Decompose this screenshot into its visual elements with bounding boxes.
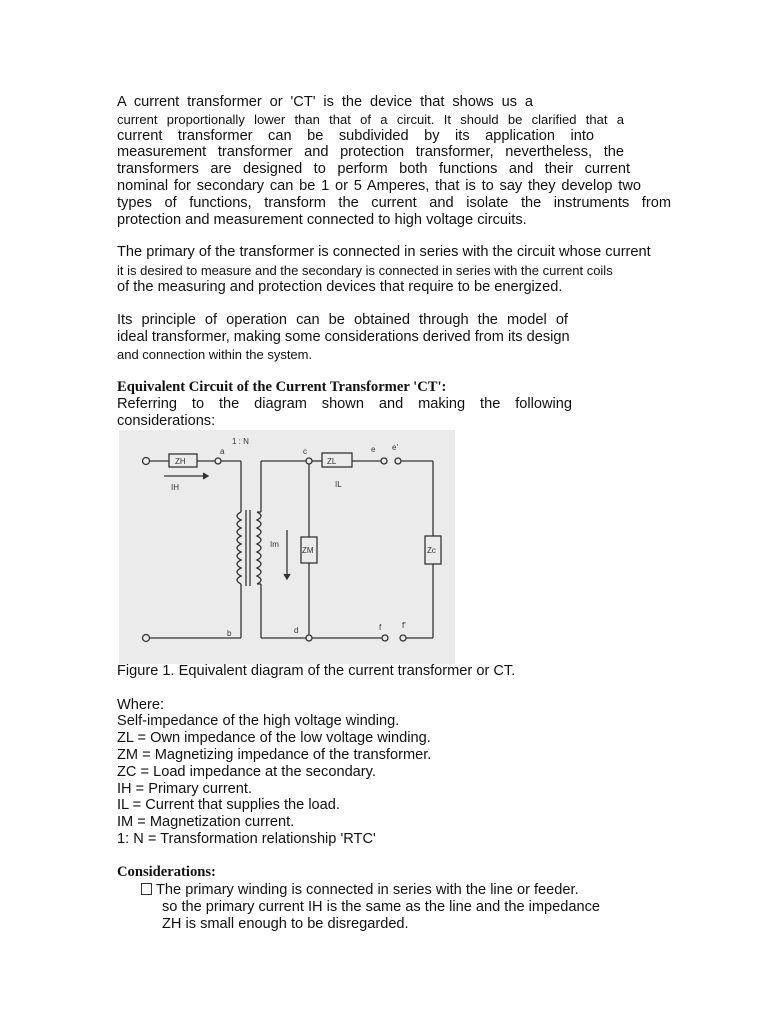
node-b-label: b: [227, 629, 232, 638]
intro-line: current proportionally lower than that of a circuit. It should be clarified that a: [117, 112, 624, 127]
section-heading: Equivalent Circuit of the Current Transformer 'CT':: [117, 379, 447, 395]
ratio-label: 1 : N: [232, 437, 249, 446]
intro-line: protection and measurement connected to high voltage circuits.: [117, 212, 527, 228]
intro-line: A current transformer or 'CT' is the device that shows us a: [117, 94, 533, 110]
where-item: ZC = Load impedance at the secondary.: [117, 764, 376, 780]
equivalent-line: Referring to the diagram shown and making the following: [117, 396, 572, 412]
intro-line: types of functions, transform the current and isolate the instruments from: [117, 195, 671, 211]
intro-line: transformers are designed to perform both functions and their current: [117, 161, 630, 177]
zc-label: Zc: [427, 546, 436, 555]
im-label: Im: [270, 540, 279, 549]
primary-line: it is desired to measure and the secondary is connected in series with the current coils: [117, 263, 613, 278]
ih-label: IH: [171, 483, 179, 492]
node-f-label: f: [379, 623, 382, 632]
intro-line: measurement transformer and protection transformer, nevertheless, the: [117, 144, 624, 160]
where-item: ZM = Magnetizing impedance of the transformer.: [117, 747, 432, 763]
zh-label: ZH: [175, 457, 186, 466]
principle-line: Its principle of operation can be obtained through the model of: [117, 312, 568, 328]
where-title: Where:: [117, 697, 165, 713]
where-item: IL = Current that supplies the load.: [117, 797, 340, 813]
where-item: IM = Magnetization current.: [117, 814, 295, 830]
primary-line: The primary of the transformer is connected in series with the circuit whose current: [117, 244, 651, 260]
node-a-label: a: [220, 447, 225, 456]
principle-line: ideal transformer, making some considerations derived from its design: [117, 329, 570, 345]
intro-line: nominal for secondary can be 1 or 5 Amperes, that is to say they develop two: [117, 178, 641, 194]
primary-line: of the measuring and protection devices that require to be energized.: [117, 279, 563, 295]
where-item: 1: N = Transformation relationship 'RTC': [117, 831, 376, 847]
zm-label: ZM: [302, 546, 314, 555]
circuit-diagram: [119, 430, 455, 664]
where-item: ZL = Own impedance of the low voltage winding.: [117, 730, 431, 746]
bullet-line: so the primary current IH is the same as the line and the impedance: [162, 899, 601, 915]
principle-line: and connection within the system.: [117, 347, 313, 362]
node-c-label: c: [303, 447, 307, 456]
il-label: IL: [335, 480, 342, 489]
equivalent-line: considerations:: [117, 413, 216, 429]
figure-caption: Figure 1. Equivalent diagram of the current transformer or CT.: [117, 663, 516, 679]
bullet-line: ZH is small enough to be disregarded.: [162, 916, 409, 932]
where-item: Self-impedance of the high voltage winding.: [117, 713, 400, 729]
bullet-text: The primary winding is connected in series with the line or feeder.: [156, 882, 579, 898]
node-e-label: e: [371, 445, 376, 454]
bullet-box-icon: [141, 883, 152, 895]
zl-label: ZL: [327, 457, 337, 466]
node-d-label: d: [294, 626, 299, 635]
bullet-line: [141, 882, 579, 899]
node-f-prime-label: f': [402, 621, 406, 630]
node-e-prime-label: e': [392, 443, 398, 452]
where-item: IH = Primary current.: [117, 781, 253, 797]
intro-line: current transformer can be subdivided by its application into: [117, 128, 594, 144]
considerations-heading: Considerations:: [117, 864, 216, 880]
